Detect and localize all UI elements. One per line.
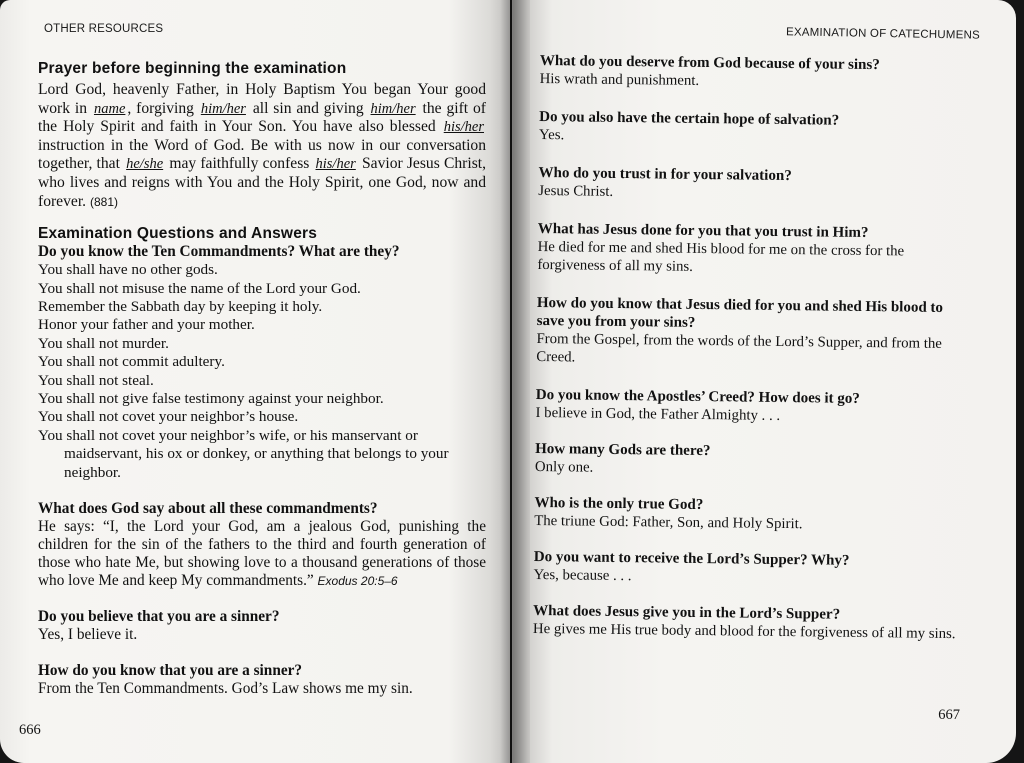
answer: From the Gospel, from the words of the Lord’s Supper, and from the Creed. — [536, 330, 942, 366]
question: What does Jesus give you in the Lord’s Supper? — [533, 602, 841, 623]
prayer-text-part: all sin and giving — [247, 99, 369, 117]
book-spine-shadow — [500, 0, 530, 763]
left-page — [0, 0, 510, 763]
scripture-reference: Exodus 20:5–6 — [317, 574, 398, 589]
answer: His wrath and punishment. — [539, 70, 700, 89]
fill-in-blank: name — [93, 100, 126, 117]
question: Do you also have the certain hope of salvation? — [539, 108, 840, 129]
question: Do you want to receive the Lord’s Supper? Why? — [533, 548, 850, 569]
fill-in-blank: he/she — [126, 156, 164, 173]
commandment-item: Honor your father and your mother. — [38, 316, 255, 334]
answer: He died for me and shed His blood for me on the cross for the forgiveness of all my sins. — [537, 238, 905, 275]
question: How do you know that Jesus died for you and shed His blood to save you from your sins? — [536, 294, 944, 331]
question: Who is the only true God? — [534, 494, 704, 514]
answer: He gives me His true body and blood for the forgiveness of all my sins. — [532, 620, 956, 643]
question: Do you believe that you are a sinner? — [38, 608, 280, 626]
commandment-item: You shall not covet your neighbor’s wife, or his manservant or maidservant, his ox or donkey, or anything that belongs to your neighbor. — [38, 426, 449, 481]
commandment-item: You shall not covet your neighbor’s house. — [38, 408, 299, 426]
right-page-content — [533, 52, 972, 643]
prayer-text — [38, 81, 486, 211]
question: What do you deserve from God because of your sins? — [539, 52, 880, 74]
answer-text: He says: “I, the Lord your God, am a jealous God, punishing the children for the sin of the fathers to the third and fourth generation of those who hate Me, but showing love to a thousand generations of those who love Me and keep My commandments.” — [38, 518, 486, 590]
fill-in-blank: him/her — [200, 100, 246, 117]
page-number: 667 — [938, 707, 960, 723]
answer: Yes, I believe it. — [38, 626, 138, 644]
running-header-left: OTHER RESOURCES — [44, 23, 164, 35]
question: Do you know the Apostles’ Creed? How does it go? — [535, 386, 860, 407]
examination-title: Examination Questions and Answers — [38, 225, 318, 243]
answer: I believe in God, the Father Almighty . . . — [535, 404, 781, 424]
answer: Only one. — [534, 458, 594, 476]
commandment-item: You shall not steal. — [38, 371, 154, 389]
question: Do you know the Ten Commandments? What are they? — [38, 243, 400, 261]
commandment-item: You shall not give false testimony against your neighbor. — [38, 390, 384, 407]
fill-in-blank: his/her — [443, 119, 484, 136]
page-number: 666 — [19, 722, 41, 738]
left-page-content — [38, 60, 486, 698]
question: How do you know that you are a sinner? — [38, 662, 303, 680]
prayer-text-part: the gift of the Holy Spirit and faith in Your Son. You have also blessed — [38, 99, 486, 136]
answer: The triune God: Father, Son, and Holy Spirit. — [534, 512, 803, 533]
prayer-text-part: Lord God, heavenly Father, in Holy Baptism You began Your good work in — [38, 81, 486, 117]
commandment-item: You shall not commit adultery. — [38, 353, 225, 371]
hymnal-reference: (881) — [89, 194, 118, 209]
answer — [38, 518, 486, 590]
answer: Yes. — [538, 126, 565, 144]
commandment-item: Remember the Sabbath day by keeping it holy. — [38, 297, 323, 315]
fill-in-blank: his/her — [315, 156, 356, 173]
running-header-right: EXAMINATION OF CATECHUMENS — [786, 26, 981, 42]
question: How many Gods are there? — [535, 440, 711, 460]
prayer-text-part: Savior Jesus Christ, who lives and reigns with You and the Holy Spirit, one God, now and forever. — [38, 155, 486, 210]
question: What has Jesus done for you that you trust in Him? — [537, 220, 869, 242]
answer: Jesus Christ. — [538, 182, 614, 200]
answer: Yes, because . . . — [533, 566, 632, 585]
prayer-title: Prayer before beginning the examination — [38, 60, 347, 77]
prayer-text-part: , forgiving — [127, 99, 199, 117]
prayer-text-part: may faithfully confess — [165, 155, 314, 173]
commandment-item: You shall not murder. — [38, 334, 169, 352]
prayer-text-part: instruction in the Word of God. Be with us now in our conversation together, that — [38, 136, 486, 173]
fill-in-blank: him/her — [370, 100, 416, 117]
commandment-item: You shall have no other gods. — [38, 261, 218, 279]
answer: From the Ten Commandments. God’s Law shows me my sin. — [38, 680, 413, 698]
question: What does God say about all these commandments? — [38, 500, 378, 518]
commandment-item: You shall not misuse the name of the Lord your God. — [38, 279, 361, 297]
right-page — [512, 0, 1016, 763]
commandments-list — [38, 261, 486, 482]
question: Who do you trust in for your salvation? — [538, 164, 792, 185]
